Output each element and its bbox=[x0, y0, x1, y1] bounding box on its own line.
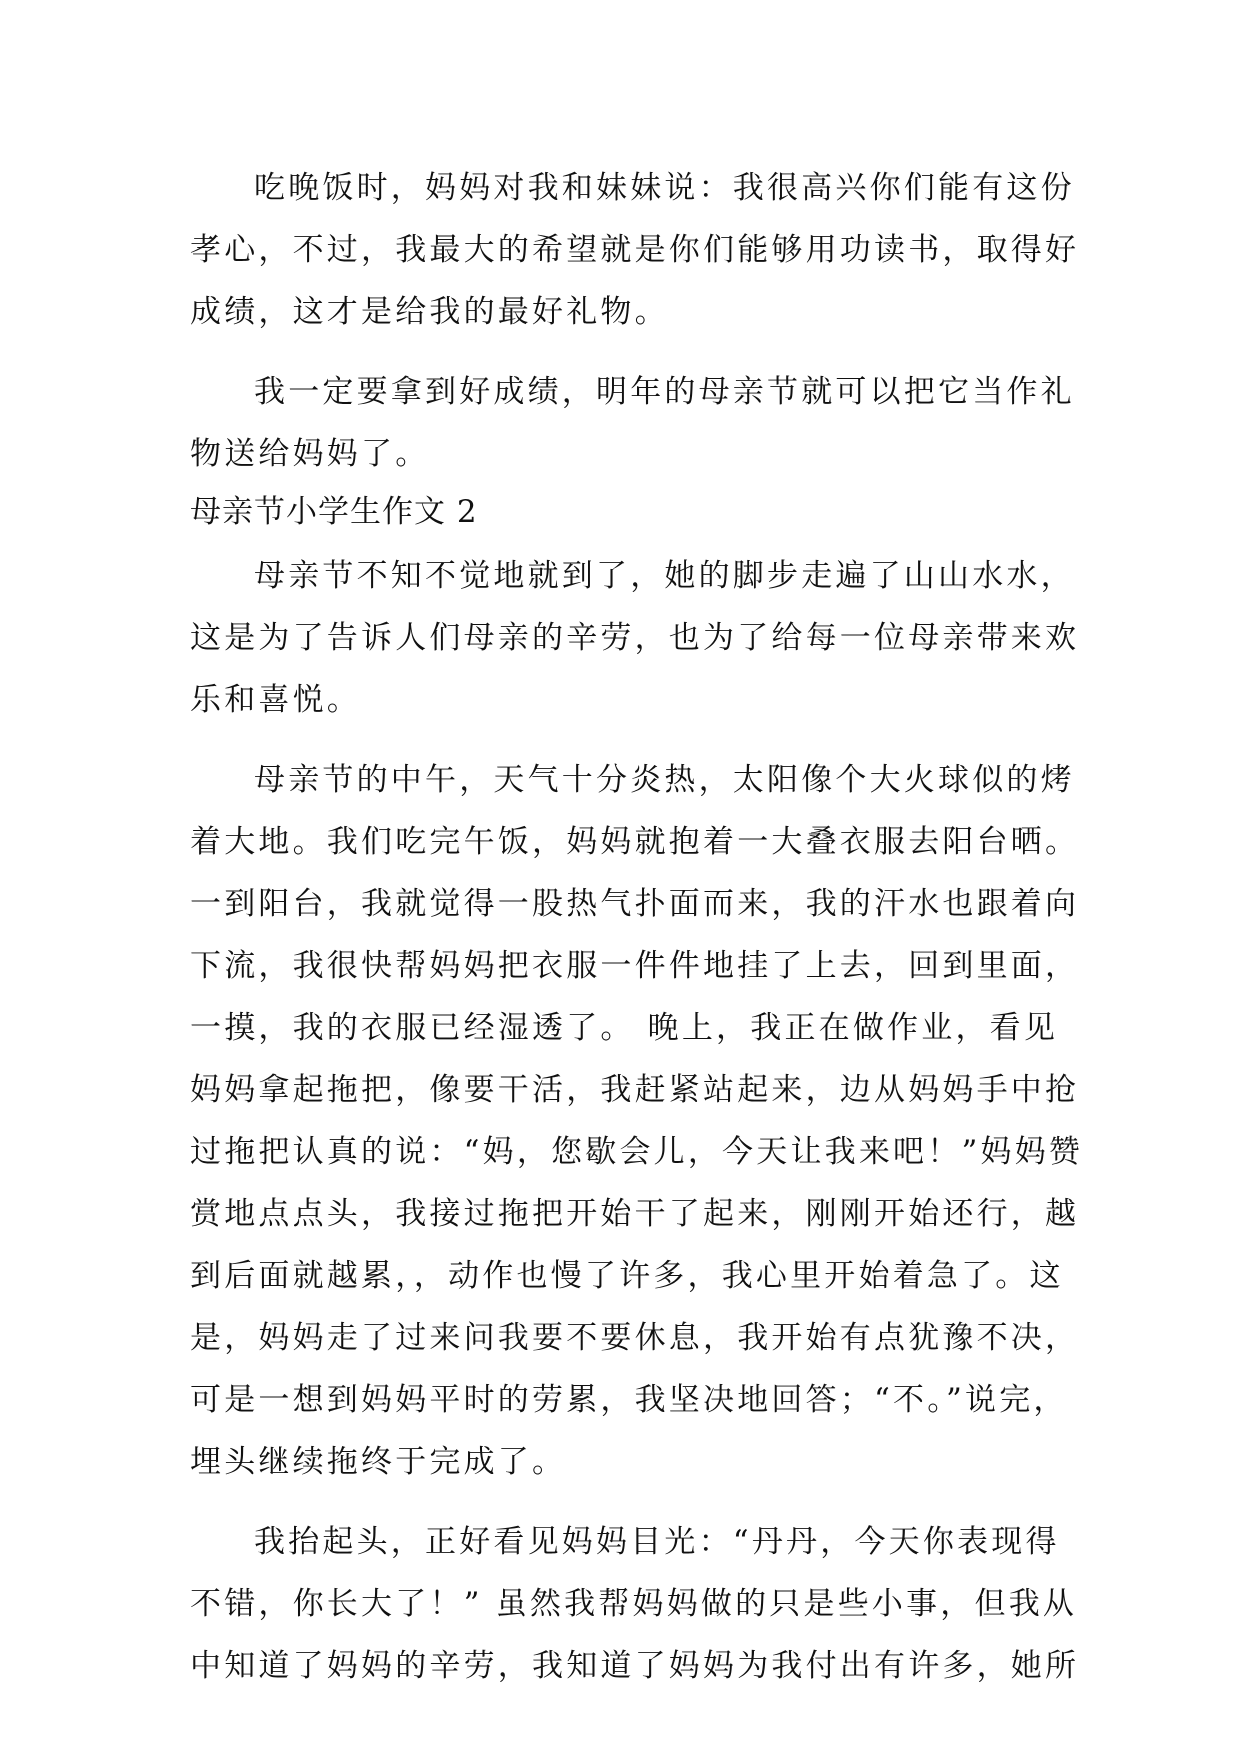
paragraph-line: 中知道了妈妈的辛劳，我知道了妈妈为我付出有许多，她所 bbox=[190, 1648, 1080, 1684]
paragraph-line: 下流，我很快帮妈妈把衣服一件件地挂了上去，回到里面， bbox=[190, 948, 1080, 984]
paragraph bbox=[190, 749, 1084, 1493]
paragraph-line: 妈妈拿起拖把，像要干活，我赶紧站起来，边从妈妈手中抢 bbox=[190, 1072, 1080, 1108]
paragraph bbox=[190, 157, 1080, 343]
paragraph-line: 物送给妈妈了。 bbox=[190, 436, 430, 472]
paragraph bbox=[190, 545, 1080, 731]
paragraph-line: 乐和喜悦。 bbox=[190, 682, 361, 718]
paragraph-line: 着大地。我们吃完午饭，妈妈就抱着一大叠衣服去阳台晒。 bbox=[190, 824, 1080, 860]
paragraph-line: 可是一想到妈妈平时的劳累，我坚决地回答；“不。”说完， bbox=[190, 1382, 1068, 1418]
paragraph-line: 到后面就越累，，动作也慢了许多，我心里开始着急了。这 bbox=[190, 1258, 1064, 1294]
paragraph-line: 吃晚饭时，妈妈对我和妹妹说：我很高兴你们能有这份 bbox=[254, 170, 1075, 206]
document-body bbox=[190, 157, 1084, 1697]
paragraph-line: 孝心，不过，我最大的希望就是你们能够用功读书，取得好 bbox=[190, 232, 1080, 268]
paragraph-line: 赏地点点头，我接过拖把开始干了起来，刚刚开始还行，越 bbox=[190, 1196, 1080, 1232]
paragraph bbox=[190, 361, 1075, 485]
section-heading: 母亲节小学生作文 2 bbox=[190, 494, 478, 530]
paragraph-line: 母亲节的中午，天气十分炎热，太阳像个大火球似的烤 bbox=[254, 762, 1075, 798]
paragraph-line: 是，妈妈走了过来问我要不要休息，我开始有点犹豫不决， bbox=[190, 1320, 1080, 1356]
paragraph-line: 不错，你长大了！” 虽然我帮妈妈做的只是些小事，但我从 bbox=[190, 1586, 1078, 1622]
paragraph-line: 成绩，这才是给我的最好礼物。 bbox=[190, 294, 669, 330]
paragraph-line: 一摸，我的衣服已经湿透了。 晚上，我正在做作业，看见 bbox=[190, 1010, 1059, 1046]
paragraph-line: 埋头继续拖终于完成了。 bbox=[190, 1444, 567, 1480]
paragraph-line: 一到阳台，我就觉得一股热气扑面而来，我的汗水也跟着向 bbox=[190, 886, 1080, 922]
paragraph-line: 这是为了告诉人们母亲的辛劳，也为了给每一位母亲带来欢 bbox=[190, 620, 1080, 656]
paragraph-line: 我一定要拿到好成绩，明年的母亲节就可以把它当作礼 bbox=[254, 374, 1075, 410]
paragraph-line: 我抬起头，正好看见妈妈目光：“丹丹，今天你表现得 bbox=[254, 1524, 1060, 1560]
paragraph-line: 母亲节不知不觉地就到了，她的脚步走遍了山山水水， bbox=[254, 558, 1075, 594]
paragraph-line: 过拖把认真的说：“妈，您歇会儿，今天让我来吧！”妈妈赞 bbox=[190, 1134, 1084, 1170]
paragraph bbox=[190, 1511, 1080, 1697]
